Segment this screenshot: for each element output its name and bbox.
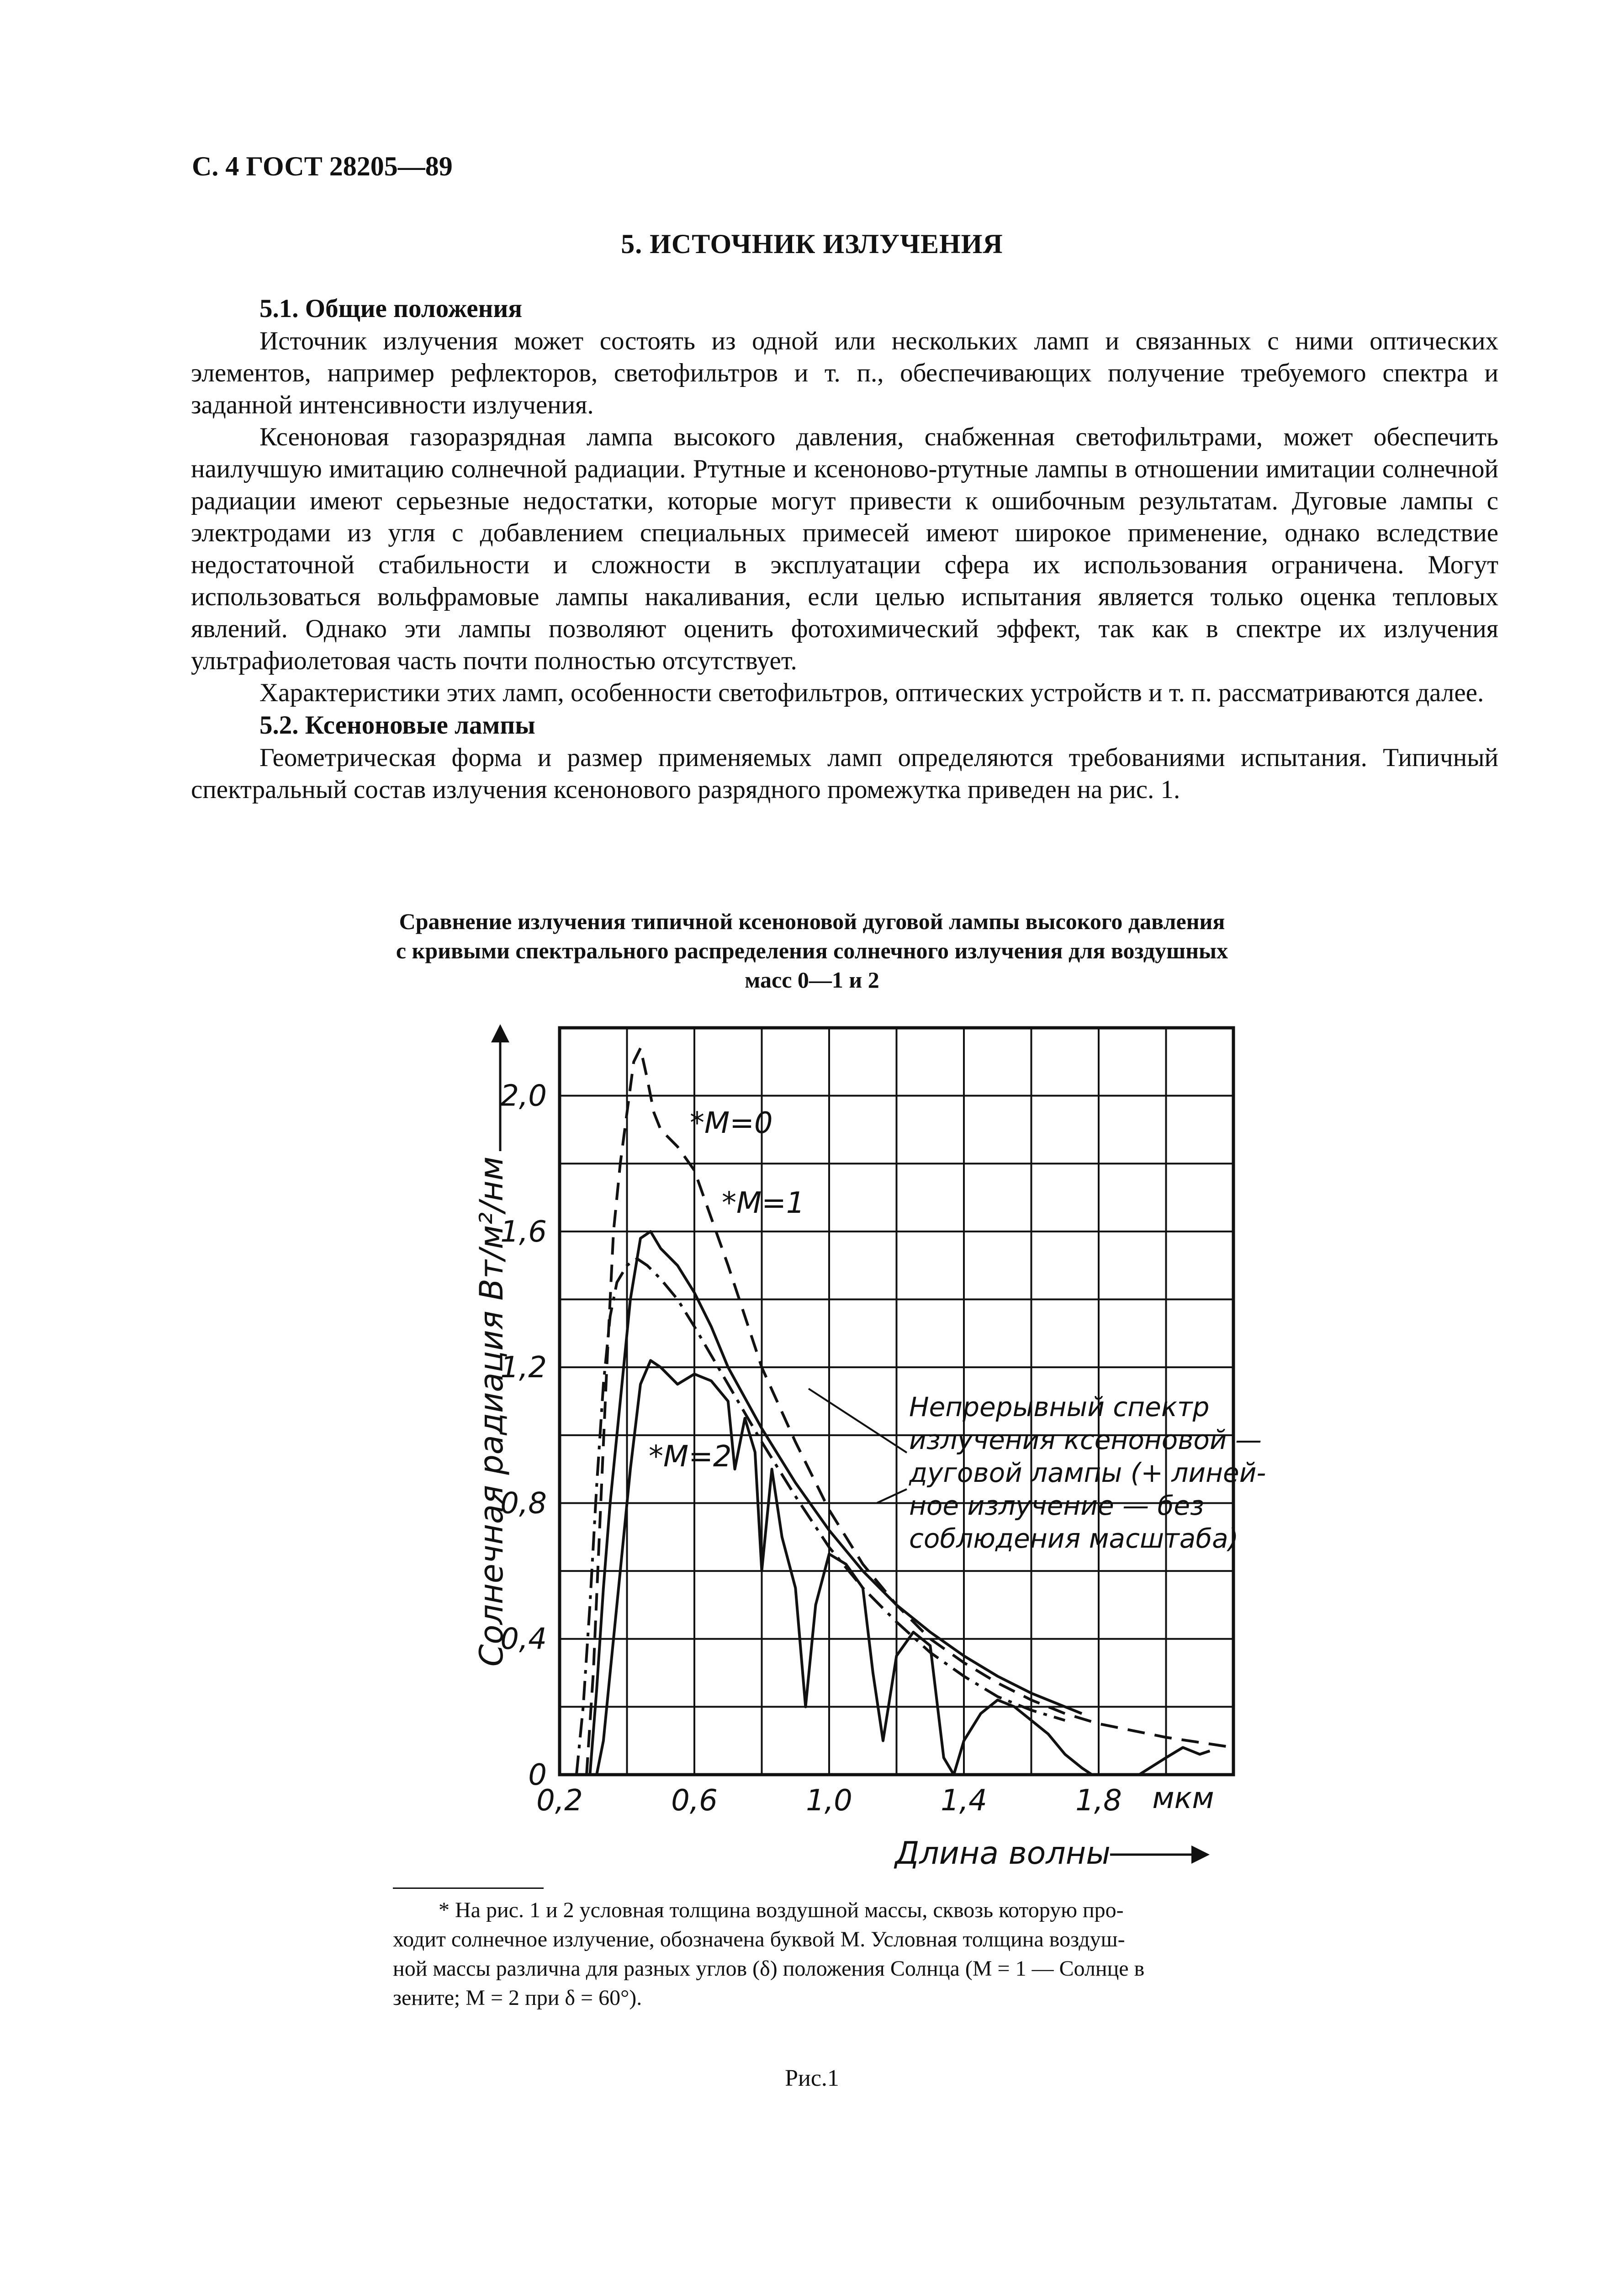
figure-label: Рис.1 (785, 2065, 839, 2091)
y-tick-label: 2,0 (500, 1079, 547, 1113)
paragraph: Источник излучения может состоять из одной или нескольких ламп и связанных с ними оптических элементов, например рефлекторов, светофильтров и т. п., обеспечивающих получение требуемого спектра и заданной интенсивности излучения. (191, 327, 1498, 419)
figure-title-line: Сравнение излучения типичной ксеноновой дуговой лампы высокого давления (399, 909, 1225, 934)
figure-title-line: с кривыми спектрального распределения солнечного излучения для воздушных (396, 938, 1228, 963)
callout-line: Непрерывный спектр (909, 1391, 1210, 1422)
x-unit-label: мкм (1152, 1782, 1214, 1815)
x-tick-label: 1,4 (941, 1784, 987, 1818)
x-tick-label: 1,0 (806, 1784, 852, 1818)
callout (809, 1389, 1266, 1554)
series-line-m-2 (597, 1360, 1210, 1775)
page-header: С. 4 ГОСТ 28205—89 (192, 151, 453, 181)
y-tick-label: 0,4 (500, 1622, 547, 1656)
footnote-line: ной массы различна для разных углов (δ) положения Солнца (М = 1 — Солнце в (393, 1956, 1145, 1981)
y-tick-label: 1,2 (500, 1351, 547, 1385)
callout-line: соблюдения масштаба) (909, 1523, 1239, 1554)
callout-leader (809, 1389, 907, 1453)
paragraph: Ксеноновая газоразрядная лампа высокого давления, снабженная светофильтрами, может обеспечить наилучшую имитацию солнечной радиации. Ртутные и ксеноново-ртутные лампы в отношении имитации солнечной радиации имеют серьезные недостатки, которые могут привести к ошибочным результатам. Дуговые лампы с электродами из угля с добавлением специальных примесей имеют широкое применение, однако вследствие недостаточной стабильности и сложности в эксплуатации сфера их использования ограничена. Могут использоваться вольфрамовые лампы накаливания, если целью испытания является только оценка тепловых явлений. Однако эти лампы позволяют оценить фотохимический эффект, так как в спектре их излучения ультрафиолетовая часть почти полностью отсутствует. (191, 423, 1498, 675)
annotation-m1: *M=1 (722, 1186, 805, 1220)
y-axis-label: Солнечная радиация Вт/м²/нм (473, 1156, 510, 1667)
figure-title-line: масс 0—1 и 2 (745, 967, 879, 993)
callout-leader (877, 1489, 907, 1503)
footnote-line: ходит солнечное излучение, обозначена буквой М. Условная толщина воздуш- (393, 1927, 1125, 1951)
footnote-line: * На рис. 1 и 2 условная толщина воздушной массы, сквозь которую про- (439, 1898, 1124, 1922)
footnote-rule (393, 1887, 544, 1889)
annotation-m0: *M=0 (690, 1106, 773, 1140)
heading-5-2: 5.2. Ксеноновые лампы (259, 711, 535, 740)
callout-line: ное излучение — без (909, 1490, 1204, 1521)
paragraph: Геометрическая форма и размер применяемых ламп определяются требованиями испытания. Типичный спектральный состав излучения ксенонового разрядного промежутка приведен на рис. 1. (191, 743, 1498, 804)
footnote (393, 1896, 1325, 2013)
section-title: 5. ИСТОЧНИК ИЗЛУЧЕНИЯ (621, 229, 1003, 259)
y-tick-label: 1,6 (500, 1215, 547, 1249)
x-tick-label: 0,2 (536, 1784, 583, 1818)
callout-line: дуговой лампы (+ линей- (909, 1457, 1266, 1488)
footnote-line: зените; М = 2 при δ = 60°). (393, 1986, 642, 2010)
x-tick-label: 1,8 (1075, 1784, 1122, 1818)
y-tick-label: 0,8 (500, 1486, 547, 1521)
x-axis-label: Длина волны (895, 1835, 1111, 1872)
y-tick-label: 0 (528, 1758, 547, 1792)
heading-5-1: 5.1. Общие положения (259, 294, 523, 323)
annotation-m2: *M=2 (649, 1440, 732, 1474)
x-tick-label: 0,6 (671, 1784, 718, 1818)
callout-line: излучения ксеноновой — (909, 1424, 1262, 1455)
paragraph: Характеристики этих ламп, особенности светофильтров, оптических устройств и т. п. рассматриваются далее. (259, 678, 1484, 707)
